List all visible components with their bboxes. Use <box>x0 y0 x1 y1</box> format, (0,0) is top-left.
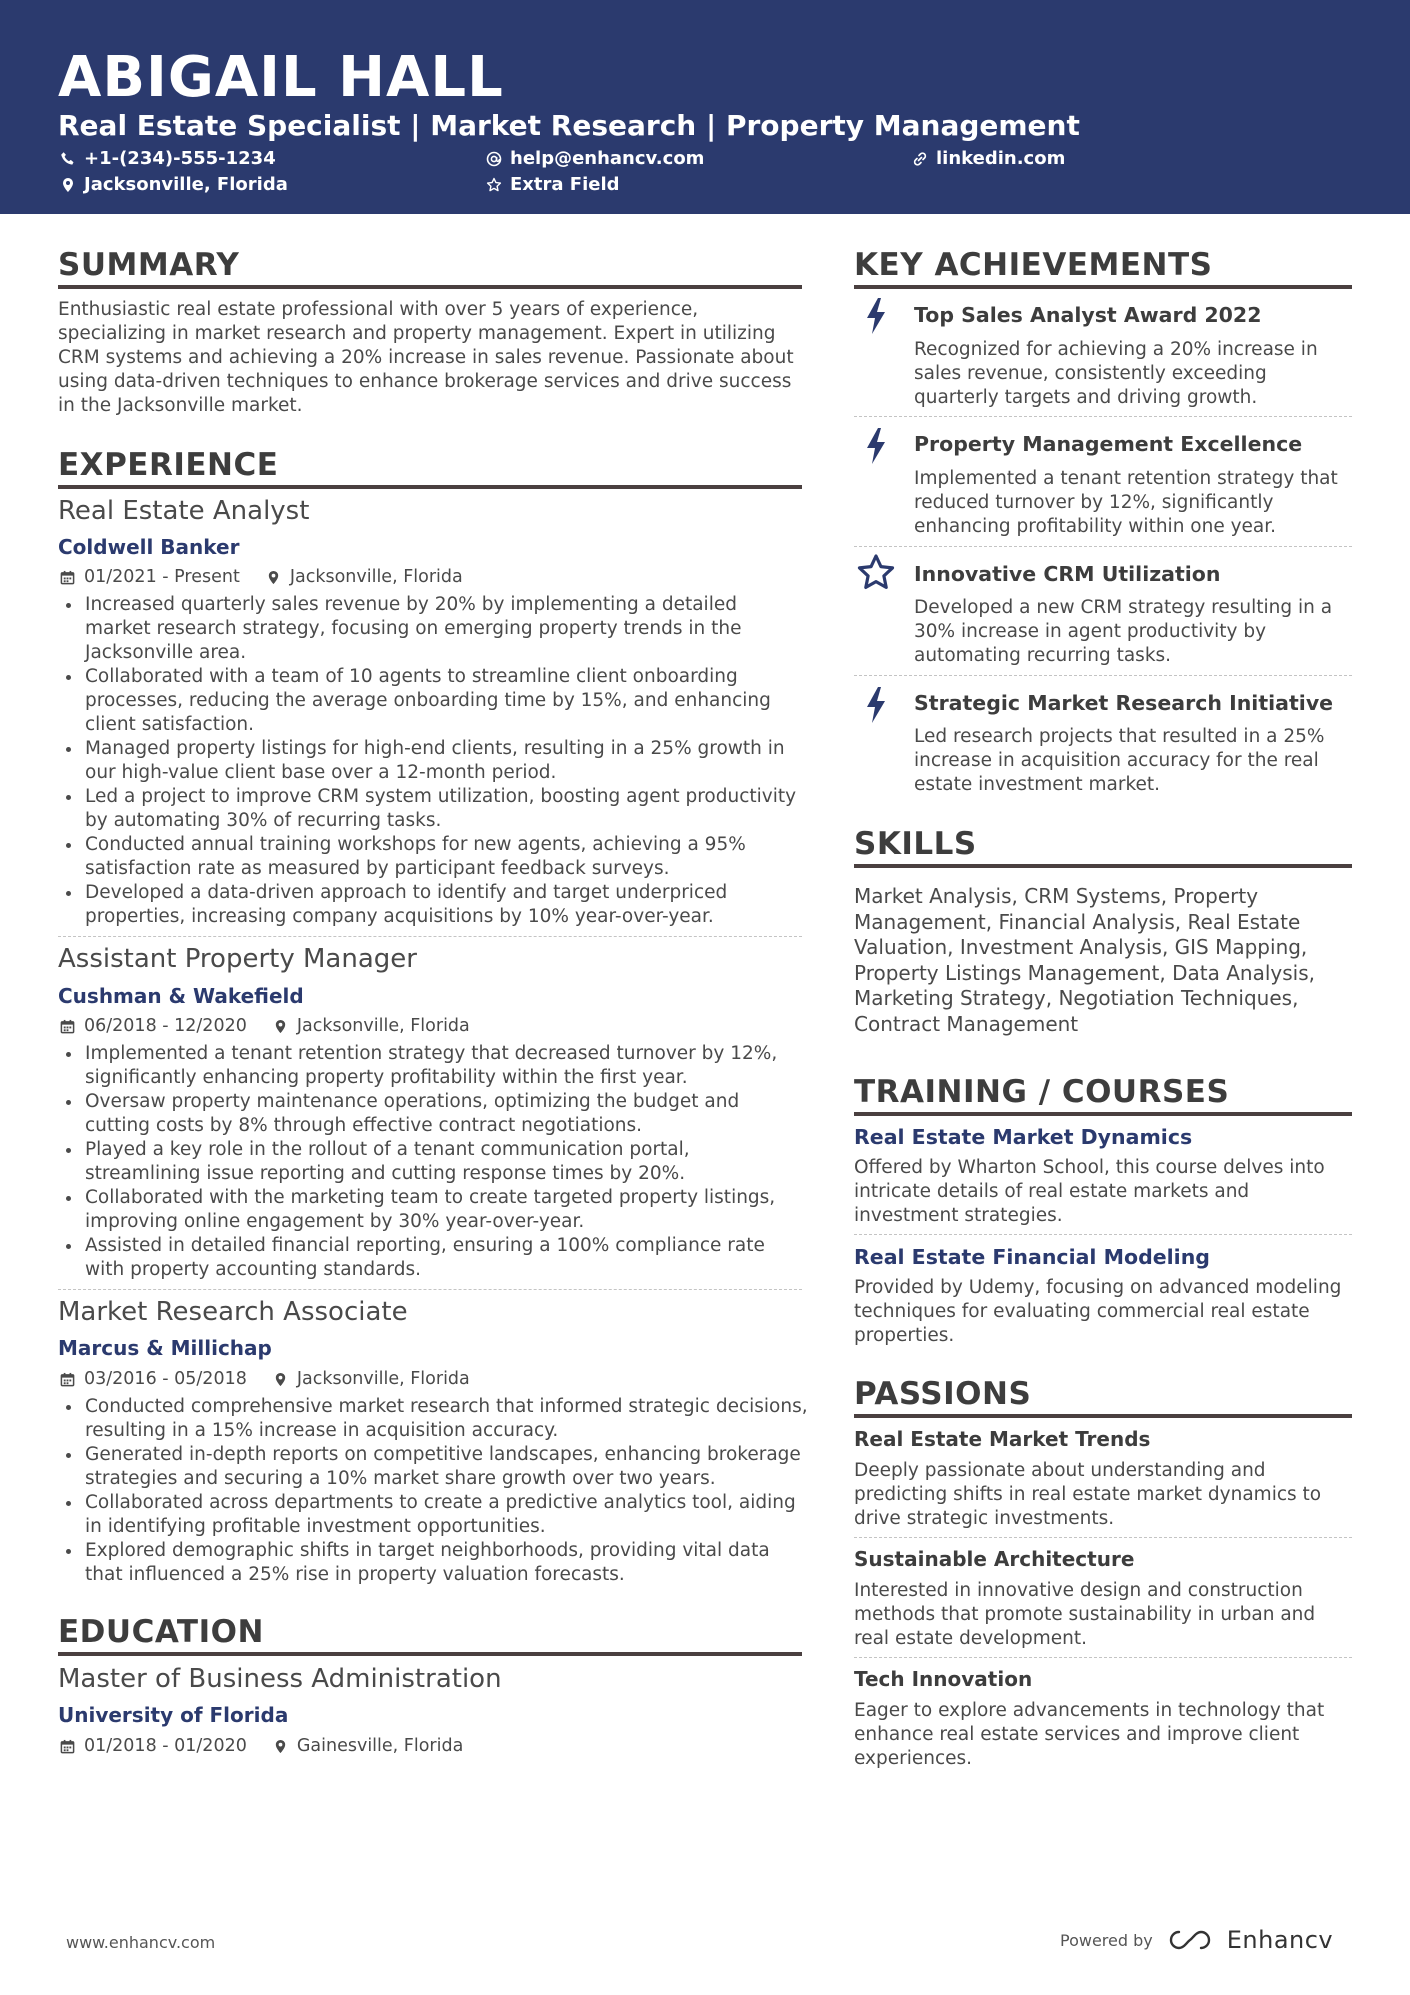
education-dates: 01/2018 - 01/2020 <box>84 1736 247 1756</box>
location-pin-icon <box>273 1372 288 1387</box>
passions-rule <box>854 1414 1352 1418</box>
education-heading: EDUCATION <box>58 1614 264 1650</box>
achievement-text: Developed a new CRM strategy resulting in a 30% increase in agent productivity by automating recurring tasks. <box>914 597 1333 666</box>
job-dates: 06/2018 - 12/2020 <box>84 1016 247 1036</box>
extra-field-text: Extra Field <box>510 174 620 195</box>
list-item: Led a project to improve CRM system utilization, boosting agent productivity by automating 30% of recurring tasks. <box>58 785 808 833</box>
list-item: Developed a data-driven approach to identify and target underpriced properties, increasing company acquisitions by 10% year-over-year. <box>58 881 808 929</box>
experience-rule <box>58 485 802 489</box>
skills-text: Market Analysis, CRM Systems, Property Management, Financial Analysis, Real Estate Valuation, Investment Analysis, GIS Mapping, Property Listings Management, Data Analysis, Marketing Strategy, Negotiation Techniques, Contract Management <box>854 884 1315 1036</box>
list-item: Conducted comprehensive market research that informed strategic decisions, resulting in a 15% increase in acquisition accuracy. <box>58 1395 808 1443</box>
lightning-icon <box>860 296 892 336</box>
lightning-icon <box>860 426 892 466</box>
divider <box>854 416 1352 417</box>
email-text[interactable]: help@enhancv.com <box>510 148 705 169</box>
location-pin-icon <box>273 1019 288 1034</box>
list-item: Collaborated across departments to create a predictive analytics tool, aiding in identifying profitable investment opportunities. <box>58 1491 808 1539</box>
divider <box>854 1234 1352 1235</box>
star-icon <box>856 553 896 593</box>
achievement-title: Top Sales Analyst Award 2022 <box>914 303 1262 327</box>
list-item: Collaborated with the marketing team to create targeted property listings, improving online engagement by 30% year-over-year. <box>58 1186 808 1234</box>
passion-title: Real Estate Market Trends <box>854 1427 1151 1451</box>
achievements-heading: KEY ACHIEVEMENTS <box>854 247 1213 283</box>
contact-email[interactable] <box>486 147 704 171</box>
job-dates: 03/2016 - 05/2018 <box>84 1369 247 1389</box>
footer-website[interactable]: www.enhancv.com <box>66 1933 216 1952</box>
skills-rule <box>854 864 1352 868</box>
job-meta <box>60 566 463 588</box>
summary-heading: SUMMARY <box>58 247 240 283</box>
degree-title: Master of Business Administration <box>58 1664 502 1694</box>
course-text: Provided by Udemy, focusing on advanced modeling techniques for evaluating commercial real estate properties. <box>854 1277 1342 1346</box>
summary-rule <box>58 285 802 289</box>
header <box>0 0 1410 214</box>
achievement-title: Property Management Excellence <box>914 432 1303 456</box>
calendar-icon <box>60 1739 75 1754</box>
footer-powered-by[interactable] <box>1060 1926 1333 1954</box>
list-item: Collaborated with a team of 10 agents to streamline client onboarding processes, reducing the average onboarding time by 15%, and enhancing client satisfaction. <box>58 665 808 737</box>
achievement-title: Strategic Market Research Initiative <box>914 691 1334 715</box>
passion-title: Sustainable Architecture <box>854 1547 1135 1571</box>
achievement-text: Implemented a tenant retention strategy that reduced turnover by 12%, significantly enhancing profitability within one year. <box>914 468 1338 537</box>
passion-text: Eager to explore advancements in technology that enhance real estate services and improve client experiences. <box>854 1700 1325 1769</box>
divider <box>854 546 1352 547</box>
divider <box>58 936 802 937</box>
company-name: Marcus & Millichap <box>58 1336 272 1360</box>
contact-linkedin[interactable] <box>912 147 1065 171</box>
job-bullets <box>58 593 808 929</box>
passion-text: Deeply passionate about understanding and predicting shifts in real estate market dynamics to drive strategic investments. <box>854 1460 1322 1529</box>
phone-icon <box>60 151 76 167</box>
passion-title: Tech Innovation <box>854 1667 1033 1691</box>
course-title: Real Estate Market Dynamics <box>854 1125 1193 1149</box>
contact-phone <box>60 147 276 171</box>
location-pin-icon <box>60 177 76 193</box>
training-heading: TRAINING / COURSES <box>854 1074 1230 1110</box>
list-item: Oversaw property maintenance operations, optimizing the budget and cutting costs by 8% through effective contract negotiations. <box>58 1090 808 1138</box>
divider <box>854 675 1352 676</box>
company-name: Coldwell Banker <box>58 535 240 559</box>
achievement-title: Innovative CRM Utilization <box>914 562 1221 586</box>
phone-text: +1-(234)-555-1234 <box>84 148 276 169</box>
job-title: Assistant Property Manager <box>58 944 417 974</box>
job-title: Real Estate Analyst <box>58 496 310 526</box>
brand-name: Enhancv <box>1226 1926 1334 1954</box>
list-item: Played a key role in the rollout of a tenant communication portal, streamlining issue reporting and cutting response times by 20%. <box>58 1138 808 1186</box>
job-location: Jacksonville, Florida <box>296 1369 470 1389</box>
candidate-name: ABIGAIL HALL <box>58 45 504 110</box>
education-location: Gainesville, Florida <box>296 1736 464 1756</box>
powered-by-label: Powered by <box>1060 1930 1153 1950</box>
calendar-icon <box>60 1019 75 1034</box>
summary-text: Enthusiastic real estate professional with over 5 years of experience, specializing in market research and property management. Expert in utilizing CRM systems and achieving a 20% increase in sales revenue. Passionate about using data-driven techniques to enhance brokerage services and drive success in the Jacksonville market. <box>58 299 794 416</box>
divider <box>854 1657 1352 1658</box>
divider <box>58 1289 802 1290</box>
tagline: Real Estate Specialist | Market Research | Property Management <box>58 109 1080 142</box>
calendar-icon <box>60 1372 75 1387</box>
job-bullets <box>58 1042 808 1282</box>
achievement-text: Recognized for achieving a 20% increase in sales revenue, consistently exceeding quarterly targets and driving growth. <box>914 339 1318 408</box>
list-item: Explored demographic shifts in target neighborhoods, providing vital data that influenced a 25% rise in property valuation forecasts. <box>58 1539 808 1587</box>
job-meta <box>60 1368 470 1390</box>
passion-text: Interested in innovative design and construction methods that promote sustainability in urban and real estate development. <box>854 1580 1316 1649</box>
star-outline-icon <box>486 177 502 193</box>
at-icon <box>486 151 502 167</box>
calendar-icon <box>60 570 75 585</box>
list-item: Increased quarterly sales revenue by 20% by implementing a detailed market research strategy, focusing on emerging property trends in the Jacksonville area. <box>58 593 808 665</box>
company-name: Cushman & Wakefield <box>58 984 304 1008</box>
divider <box>854 1537 1352 1538</box>
passions-heading: PASSIONS <box>854 1376 1032 1412</box>
list-item: Managed property listings for high-end clients, resulting in a 25% growth in our high-value client base over a 12-month period. <box>58 737 808 785</box>
achievement-text: Led research projects that resulted in a 25% increase in acquisition accuracy for the real estate investment market. <box>914 726 1325 795</box>
list-item: Assisted in detailed financial reporting, ensuring a 100% compliance rate with property accounting standards. <box>58 1234 808 1282</box>
job-bullets <box>58 1395 808 1587</box>
experience-heading: EXPERIENCE <box>58 447 279 483</box>
job-location: Jacksonville, Florida <box>289 567 463 587</box>
contact-extra <box>486 173 620 197</box>
skills-heading: SKILLS <box>854 826 977 862</box>
course-title: Real Estate Financial Modeling <box>854 1245 1210 1269</box>
link-icon <box>912 151 928 167</box>
job-dates: 01/2021 - Present <box>84 567 240 587</box>
list-item: Conducted annual training workshops for new agents, achieving a 95% satisfaction rate as measured by participant feedback surveys. <box>58 833 808 881</box>
training-rule <box>854 1112 1352 1116</box>
course-text: Offered by Wharton School, this course delves into intricate details of real estate markets and investment strategies. <box>854 1157 1325 1226</box>
enhancv-logo-icon <box>1167 1928 1213 1952</box>
location-text: Jacksonville, Florida <box>84 174 288 195</box>
lightning-icon <box>860 685 892 725</box>
linkedin-text[interactable]: linkedin.com <box>936 148 1066 169</box>
job-meta <box>60 1015 470 1037</box>
list-item: Generated in-depth reports on competitive landscapes, enhancing brokerage strategies and securing a 10% market share growth over two years. <box>58 1443 808 1491</box>
list-item: Implemented a tenant retention strategy that decreased turnover by 12%, significantly enhancing property profitability within the first year. <box>58 1042 808 1090</box>
contact-location <box>60 173 288 197</box>
job-location: Jacksonville, Florida <box>296 1016 470 1036</box>
achievements-rule <box>854 285 1352 289</box>
education-rule <box>58 1652 802 1656</box>
education-meta <box>60 1735 463 1757</box>
school-name: University of Florida <box>58 1703 289 1727</box>
location-pin-icon <box>266 570 281 585</box>
job-title: Market Research Associate <box>58 1297 408 1327</box>
location-pin-icon <box>273 1739 288 1754</box>
